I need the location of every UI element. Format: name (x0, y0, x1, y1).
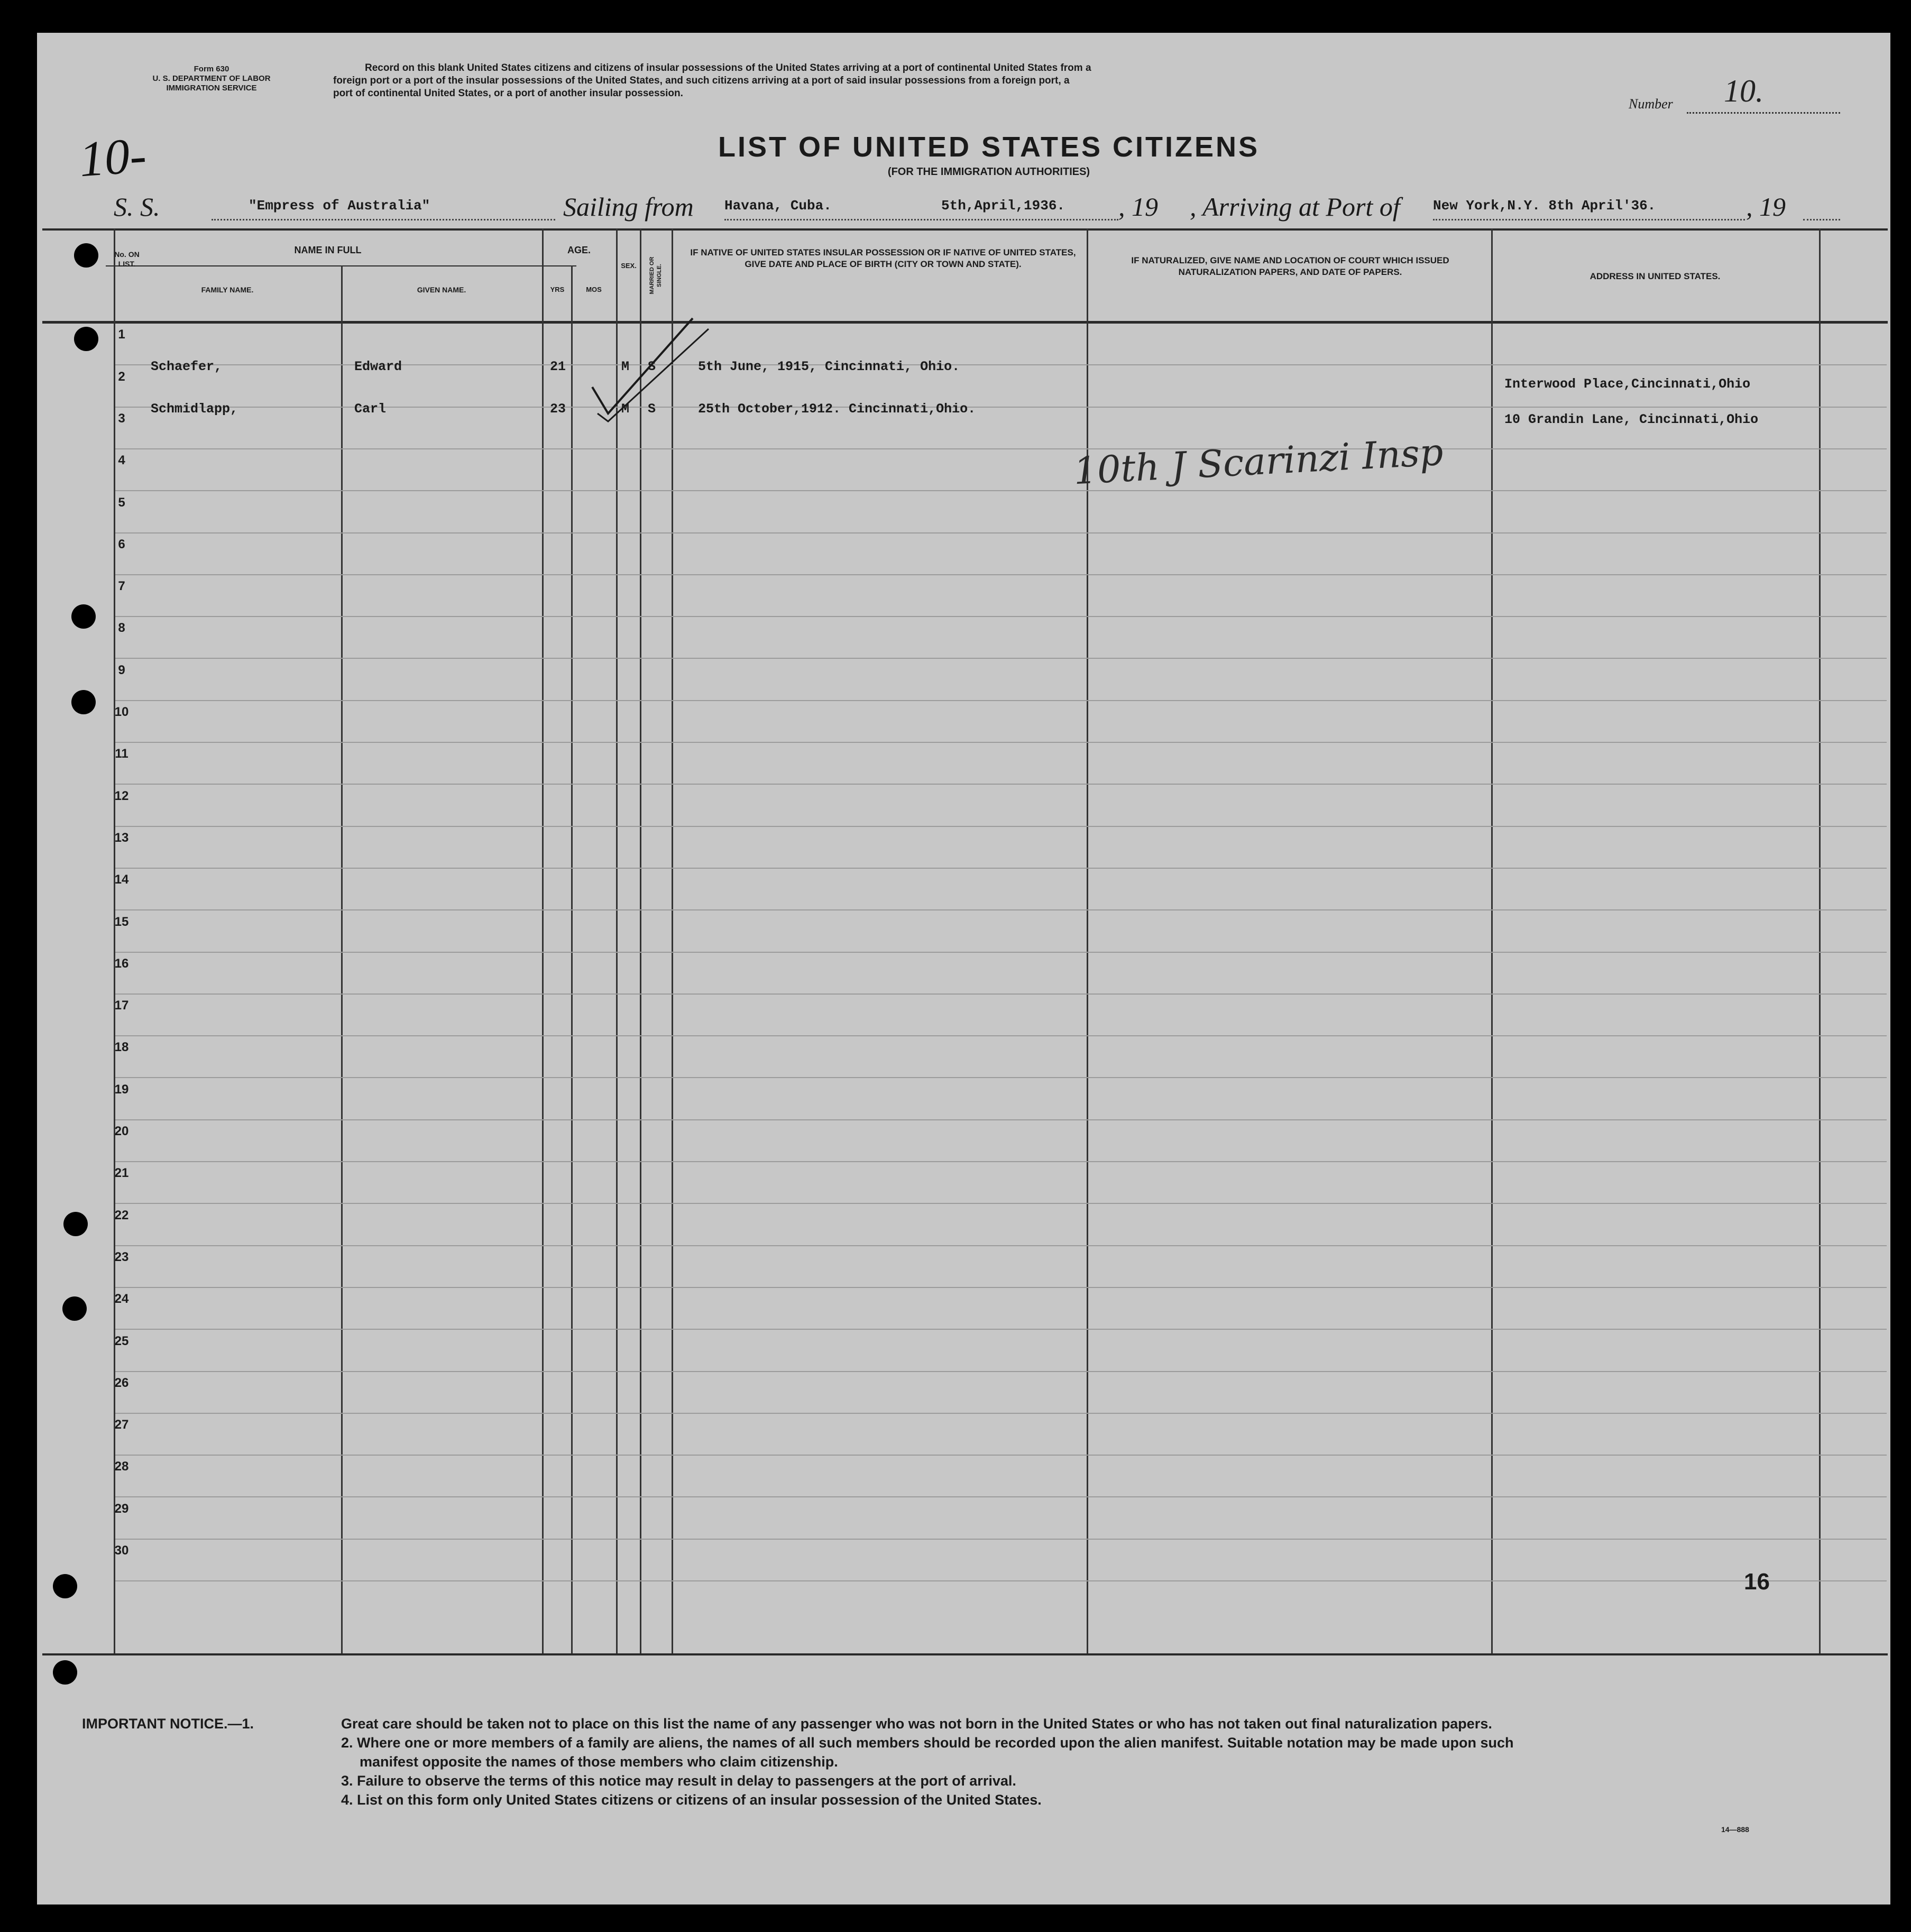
row-rule (115, 532, 1887, 533)
row-number: 14 (114, 872, 129, 887)
ship-name-field (212, 198, 555, 220)
header-birth: IF NATIVE OF UNITED STATES INSULAR POSSESSION OR IF NATIVE OF UNITED STATES, GIVE DATE AND PLACE OF BIRTH (CITY OR TOWN AND STATE). (690, 247, 1076, 269)
header-married-or-single: MARRIED OR SINGLE. (649, 256, 663, 295)
row-rule (115, 784, 1887, 785)
row-number: 29 (114, 1502, 129, 1516)
notice-item-continued: manifest opposite the names of those members who claim citizenship. (360, 1754, 838, 1770)
entry-birth: 25th October,1912. Cincinnati,Ohio. (698, 401, 976, 417)
service-name: IMMIGRATION SERVICE (166, 84, 257, 93)
header-given-name: GIVEN NAME. (417, 286, 466, 294)
department-name: U. S. DEPARTMENT OF LABOR (152, 74, 271, 83)
arrival-port-date: New York,N.Y. 8th April'36. (1433, 198, 1656, 214)
punch-hole (71, 604, 96, 629)
header-yrs: YRS (550, 286, 565, 293)
sailing-field (724, 198, 1118, 220)
row-rule (115, 1245, 1887, 1246)
row-rule (115, 700, 1887, 701)
entry-address: Interwood Place,Cincinnati,Ohio (1504, 376, 1751, 392)
header-family-name: FAMILY NAME. (201, 286, 254, 294)
entry-marital: S (648, 359, 656, 374)
row-number: 26 (114, 1376, 129, 1390)
row-number: 8 (118, 621, 125, 635)
row-rule (115, 1539, 1887, 1540)
row-number: 20 (114, 1124, 129, 1138)
row-number: 3 (118, 411, 125, 426)
row-rule (115, 1413, 1887, 1414)
row-rule (115, 1119, 1887, 1120)
inspector-annotation: 10th J Scarinzi Insp (1072, 430, 1445, 493)
table-top-border (42, 228, 1888, 231)
col-divider (571, 265, 573, 1653)
header-naturalized: IF NATURALIZED, GIVE NAME AND LOCATION OF COURT WHICH ISSUED NATURALIZATION PAPERS, AND DATE OF PAPERS. (1131, 255, 1449, 277)
col-divider (542, 228, 544, 1653)
number-line (1687, 112, 1840, 114)
number-value: 10. (1724, 73, 1763, 108)
row-number: 6 (118, 537, 125, 551)
instruction-line: Record on this blank United States citizens and citizens of insular possessions of the United States arriving at a port of continental United States from a (365, 62, 1091, 73)
header-name-in-full: NAME IN FULL (294, 245, 362, 255)
page-title: LIST OF UNITED STATES CITIZENS (718, 131, 1260, 163)
row-number: 15 (114, 915, 129, 929)
col-divider (616, 228, 618, 1653)
row-rule (115, 1455, 1887, 1456)
arriving-label: , Arriving at Port of (1190, 192, 1400, 222)
col-divider (341, 265, 343, 1653)
punch-hole (62, 1296, 87, 1321)
year-field (1803, 198, 1840, 220)
check-mark-icon (587, 308, 735, 424)
col-divider (114, 228, 115, 1653)
sailing-port: Havana, Cuba. (724, 198, 832, 214)
arrival-field (1433, 198, 1745, 220)
row-rule (115, 574, 1887, 575)
row-number: 17 (114, 998, 129, 1013)
year-prefix-2: , 19 (1746, 192, 1786, 222)
row-number: 12 (114, 789, 129, 803)
margin-handwritten-mark: 10- (77, 126, 149, 188)
row-rule (115, 952, 1887, 953)
row-rule (115, 490, 1887, 491)
header-sex: SEX. (621, 262, 637, 270)
punch-hole (74, 327, 98, 351)
entry-given-name: Carl (354, 401, 387, 417)
row-number: 9 (118, 663, 125, 677)
entry-sex: M (621, 401, 630, 417)
row-rule (115, 616, 1887, 617)
punch-hole (71, 690, 96, 714)
row-rule (115, 1203, 1887, 1204)
row-number: 1 (118, 327, 125, 342)
col-divider (1491, 228, 1493, 1653)
notice-lead: IMPORTANT NOTICE.—1. (82, 1716, 254, 1732)
row-rule (115, 1161, 1887, 1162)
header-bottom-border (42, 321, 1888, 324)
entry-address: 10 Grandin Lane, Cincinnati,Ohio (1504, 412, 1759, 427)
notice-items (341, 1714, 1875, 1809)
row-rule (115, 1287, 1887, 1288)
row-rule (115, 909, 1887, 910)
row-number: 16 (114, 956, 129, 971)
row-number: 23 (114, 1250, 129, 1264)
print-code: 14—888 (1721, 1825, 1749, 1834)
col-divider (1819, 228, 1821, 1653)
instruction-line: foreign port or a port of the insular possessions of the United States, and such citizens arriving at a port of said insular possessions from a foreign port, a (333, 75, 1070, 86)
ship-name: "Empress of Australia" (249, 198, 430, 214)
row-number: 7 (118, 579, 125, 593)
header-no-on-list: No. ON LIST. (114, 250, 140, 268)
punch-hole (53, 1574, 77, 1598)
row-rule (115, 868, 1887, 869)
punch-hole (63, 1212, 88, 1236)
row-number: 19 (114, 1082, 129, 1097)
instruction-line: port of continental United States, or a port of another insular possession. (333, 88, 683, 99)
page-count: 16 (1744, 1569, 1770, 1595)
entry-given-name: Edward (354, 359, 402, 374)
page-subtitle: (FOR THE IMMIGRATION AUTHORITIES) (887, 166, 1090, 178)
notice-item: Great care should be taken not to place on this list the name of any passenger who was not born in the United States or who has not taken out final naturalization papers. (341, 1716, 1492, 1732)
entry-age-years: 21 (550, 359, 566, 374)
row-rule (115, 742, 1887, 743)
form-number: Form 630 (194, 65, 229, 73)
entry-family-name: Schmidlapp, (151, 401, 238, 417)
year-prefix: , 19 (1118, 192, 1158, 222)
row-number: 13 (114, 831, 129, 845)
col-divider (640, 228, 641, 1653)
entry-sex: M (621, 359, 630, 374)
row-number: 4 (118, 453, 125, 467)
notice-item: 4. List on this form only United States citizens or citizens of an insular possession of the United States. (341, 1792, 1042, 1808)
sailing-date: 5th,April,1936. (941, 198, 1065, 214)
ss-label: S. S. (114, 192, 160, 222)
col-divider (1087, 228, 1088, 1653)
row-rule (115, 1329, 1887, 1330)
header-address: ADDRESS IN UNITED STATES. (1590, 271, 1721, 281)
row-rule (115, 658, 1887, 659)
row-number: 24 (114, 1292, 129, 1306)
col-divider (672, 228, 673, 1653)
instructions-block (333, 62, 1623, 100)
form-identifier (106, 65, 317, 93)
entry-family-name: Schaefer, (151, 359, 223, 374)
row-number: 10 (114, 705, 129, 719)
sailing-label: Sailing from (563, 192, 694, 222)
row-rule (115, 448, 1887, 449)
row-rule (115, 1035, 1887, 1036)
row-rule (115, 826, 1887, 827)
row-rule (115, 1580, 1887, 1581)
row-number: 2 (118, 370, 125, 384)
notice-item: 2. Where one or more members of a family are aliens, the names of all such members should be recorded upon the alien manifest. Suitable notation may be made upon such (341, 1735, 1514, 1751)
row-rule (115, 993, 1887, 995)
row-rule (115, 1371, 1887, 1372)
row-number: 11 (115, 747, 128, 761)
row-number: 30 (114, 1543, 129, 1558)
row-number: 5 (118, 495, 125, 510)
row-number: 18 (114, 1040, 129, 1054)
row-number: 25 (114, 1334, 129, 1348)
entry-marital: S (648, 401, 656, 417)
entry-age-years: 23 (550, 401, 566, 417)
row-number: 27 (114, 1418, 129, 1432)
row-number: 28 (114, 1459, 129, 1474)
notice-item: 3. Failure to observe the terms of this notice may result in delay to passengers at the port of arrival. (341, 1773, 1016, 1789)
punch-hole (53, 1660, 77, 1685)
row-rule (115, 1077, 1887, 1078)
entry-birth: 5th June, 1915, Cincinnati, Ohio. (698, 359, 960, 374)
table-bottom-border (42, 1653, 1888, 1655)
header-age: AGE. (567, 245, 591, 255)
row-number: 22 (114, 1208, 129, 1222)
punch-hole (74, 243, 98, 268)
header-mos: MOS (586, 286, 602, 293)
row-number: 21 (114, 1166, 129, 1180)
manifest-page (37, 33, 1890, 1905)
row-rule (115, 1496, 1887, 1497)
number-label: Number (1629, 96, 1673, 112)
